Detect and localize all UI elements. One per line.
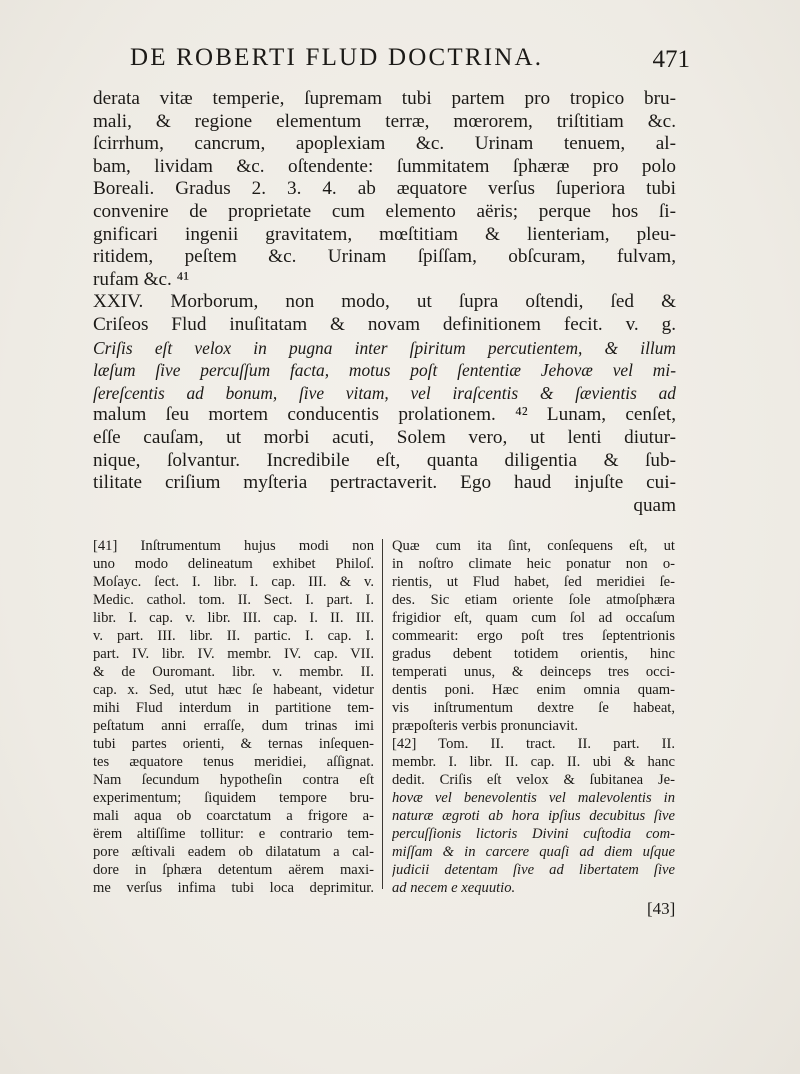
quotation-line: læſum ſive percuſſum facta, motus poſt ſententiæ Jehovæ vel mi- xyxy=(93,360,676,381)
footnote-line: mihi Flud interdum in partitione tem- xyxy=(93,700,374,716)
footnote-column-left xyxy=(93,537,374,897)
footnote-line: [41] Inſtrumentum hujus modi non xyxy=(93,538,374,554)
footnote-line: part. IV. libr. IV. membr. IV. cap. VII. xyxy=(93,646,374,662)
running-title: DE ROBERTI FLUD DOCTRINA. xyxy=(130,44,544,71)
main-text-line: ſcirrhum, cancrum, apoplexiam &c. Urinam tenuem, al- xyxy=(93,133,676,155)
footnote-line: vis inſtrumentum dextre ſe habeat, xyxy=(392,700,675,716)
footnote-line: Medic. cathol. tom. II. Sect. I. part. I. xyxy=(93,592,374,608)
footnotes xyxy=(0,537,800,897)
footnote-line: [42] Tom. II. tract. II. part. II. xyxy=(392,736,675,752)
main-text-line: bam, lividam &c. oſtendente: ſummitatem ſphæræ pro polo xyxy=(93,155,676,177)
footnote-line: des. Sic etiam oriente ſole atmoſphæra xyxy=(392,592,675,608)
quotation-line: Criſis eſt velox in pugna inter ſpiritum percutientem, & illum xyxy=(93,337,676,358)
footnote-line: ad necem e xequutio. xyxy=(392,880,516,896)
main-text-line: convenire de proprietate cum elemento aëris; perque hos ſi- xyxy=(93,200,676,222)
footnote-line: mali aqua ob coarctatum a frigore a- xyxy=(93,808,374,824)
catchword: [43] xyxy=(647,899,676,918)
footnote-line: Nam ſecundum hypotheſin contra eſt xyxy=(93,772,374,788)
footnote-line: peſtatum anni erraſſe, dum trinas imi xyxy=(93,718,374,734)
main-text-line: nique, ſolvantur. Incredibile eſt, quanta diligentia & ſub- xyxy=(93,449,676,471)
main-text-line: Criſeos Flud inuſitatam & novam definitionem fecit. v. g. xyxy=(93,313,676,335)
quotation-line: ſereſcentis ad bonum, ſive vitam, vel iraſcentis & ſævientis ad xyxy=(93,382,676,403)
footnote-line: commearit: ergo poſt tres ſeptentrionis xyxy=(392,628,675,644)
main-text-line: gnificari ingenii gravitatem, mœſtitiam & lienteriam, pleu- xyxy=(93,223,676,245)
main-text-line: derata vitæ temperie, ſupremam tubi partem pro tropico bru- xyxy=(93,88,676,109)
footnote-line: uno modo delineatum exhibet Philoſ. xyxy=(93,556,374,572)
footnote-line: Moſayc. ſect. I. libr. I. cap. III. & v. xyxy=(93,574,374,590)
footnote-line: rientis, ut Flud habet, ſed meridiei ſe- xyxy=(392,574,675,590)
main-text-line: Boreali. Gradus 2. 3. 4. ab æquatore verſus ſuperiora tubi xyxy=(93,178,676,200)
footnote-line: ërem altiſſime tollitur: e contrario tem- xyxy=(93,826,374,842)
footnote-line: experimentum; ſiquidem tempore bru- xyxy=(93,790,374,806)
footnote-line: percuſſionis lictoris Divini cuſtodia com- xyxy=(392,826,675,842)
footnote-line: dore in ſphæra detentum aërem maxi- xyxy=(93,862,374,878)
main-text-line: eſſe cauſam, ut morbi acuti, Solem vero, ut lenti diutur- xyxy=(93,426,676,448)
footnote-line: v. part. III. libr. II. partic. I. cap. I. xyxy=(93,628,374,644)
main-text-line: malum ſeu mortem conducentis prolationem. ⁴² Lunam, cenſet, xyxy=(93,404,676,426)
footnote-line: judicii detentam ſive ad libertatem ſive xyxy=(392,862,675,878)
footnote-line: pore æſtivali eadem ob dilatatum a cal- xyxy=(93,844,374,860)
main-text-line: tilitate criſium myſteria pertractaverit. Ego haud injuſte cui- xyxy=(93,472,676,494)
footnote-line: cap. x. Sed, utut hæc ſe habeant, videtur xyxy=(93,682,374,698)
footnote-line: in noſtro climate heic ponatur non o- xyxy=(392,556,675,572)
footnote-line: gradus debent totidem orientis, hinc xyxy=(392,646,675,662)
footnote-line: miſſam & in carcere quaſi ad diem uſque xyxy=(392,844,675,860)
main-text-line: rufam &c. ⁴¹ xyxy=(93,268,190,290)
footnote-line: membr. I. libr. II. cap. II. ubi & hanc xyxy=(392,754,675,770)
footnote-line: frigidior eſt, quam cum ſol ad occaſum xyxy=(392,610,675,626)
footnote-line: dentis poni. Hæc enim omnia quam- xyxy=(392,682,675,698)
page-number: 471 xyxy=(652,46,690,73)
main-text-line: quam xyxy=(633,494,676,516)
footnote-line: libr. I. cap. v. libr. III. cap. I. II. III. xyxy=(93,610,374,626)
section-heading-line: XXIV. Morborum, non modo, ut ſupra oſtendi, ſed & xyxy=(93,291,676,313)
footnote-line: & de Ouromant. libr. v. membr. II. xyxy=(93,664,374,680)
footnote-line: tubi partes orienti, & ternas inſequen- xyxy=(93,736,374,752)
page-header xyxy=(130,44,690,84)
footnote-line: dedit. Criſis eſt velox & ſubitanea Je- xyxy=(392,772,675,788)
main-text-line: mali, & regione elementum terræ, mœrorem, triſtitiam &c. xyxy=(93,110,676,132)
column-divider xyxy=(382,539,383,889)
footnote-line: tes æquatore tenus meridiei, aſſignat. xyxy=(93,754,374,770)
footnote-line: præpoſteris verbis pronunciavit. xyxy=(392,718,579,734)
footnote-line: temperati unus, & deinceps tres occi- xyxy=(392,664,675,680)
main-text-line: ritidem, peſtem &c. Urinam ſpiſſam, obſcuram, fulvam, xyxy=(93,246,676,268)
footnote-column-right xyxy=(392,537,675,897)
footnote-line: Quæ cum ita ſint, conſequens eſt, ut xyxy=(392,538,675,554)
main-text-block xyxy=(93,88,676,517)
footnote-line: hovæ vel benevolentis vel malevolentis in xyxy=(392,790,675,806)
footnote-line: naturæ ægroti ab hora ipſius decubitus ſive xyxy=(392,808,675,824)
footnote-line: me verſus infima tubi loca deprimitur. xyxy=(93,880,374,896)
